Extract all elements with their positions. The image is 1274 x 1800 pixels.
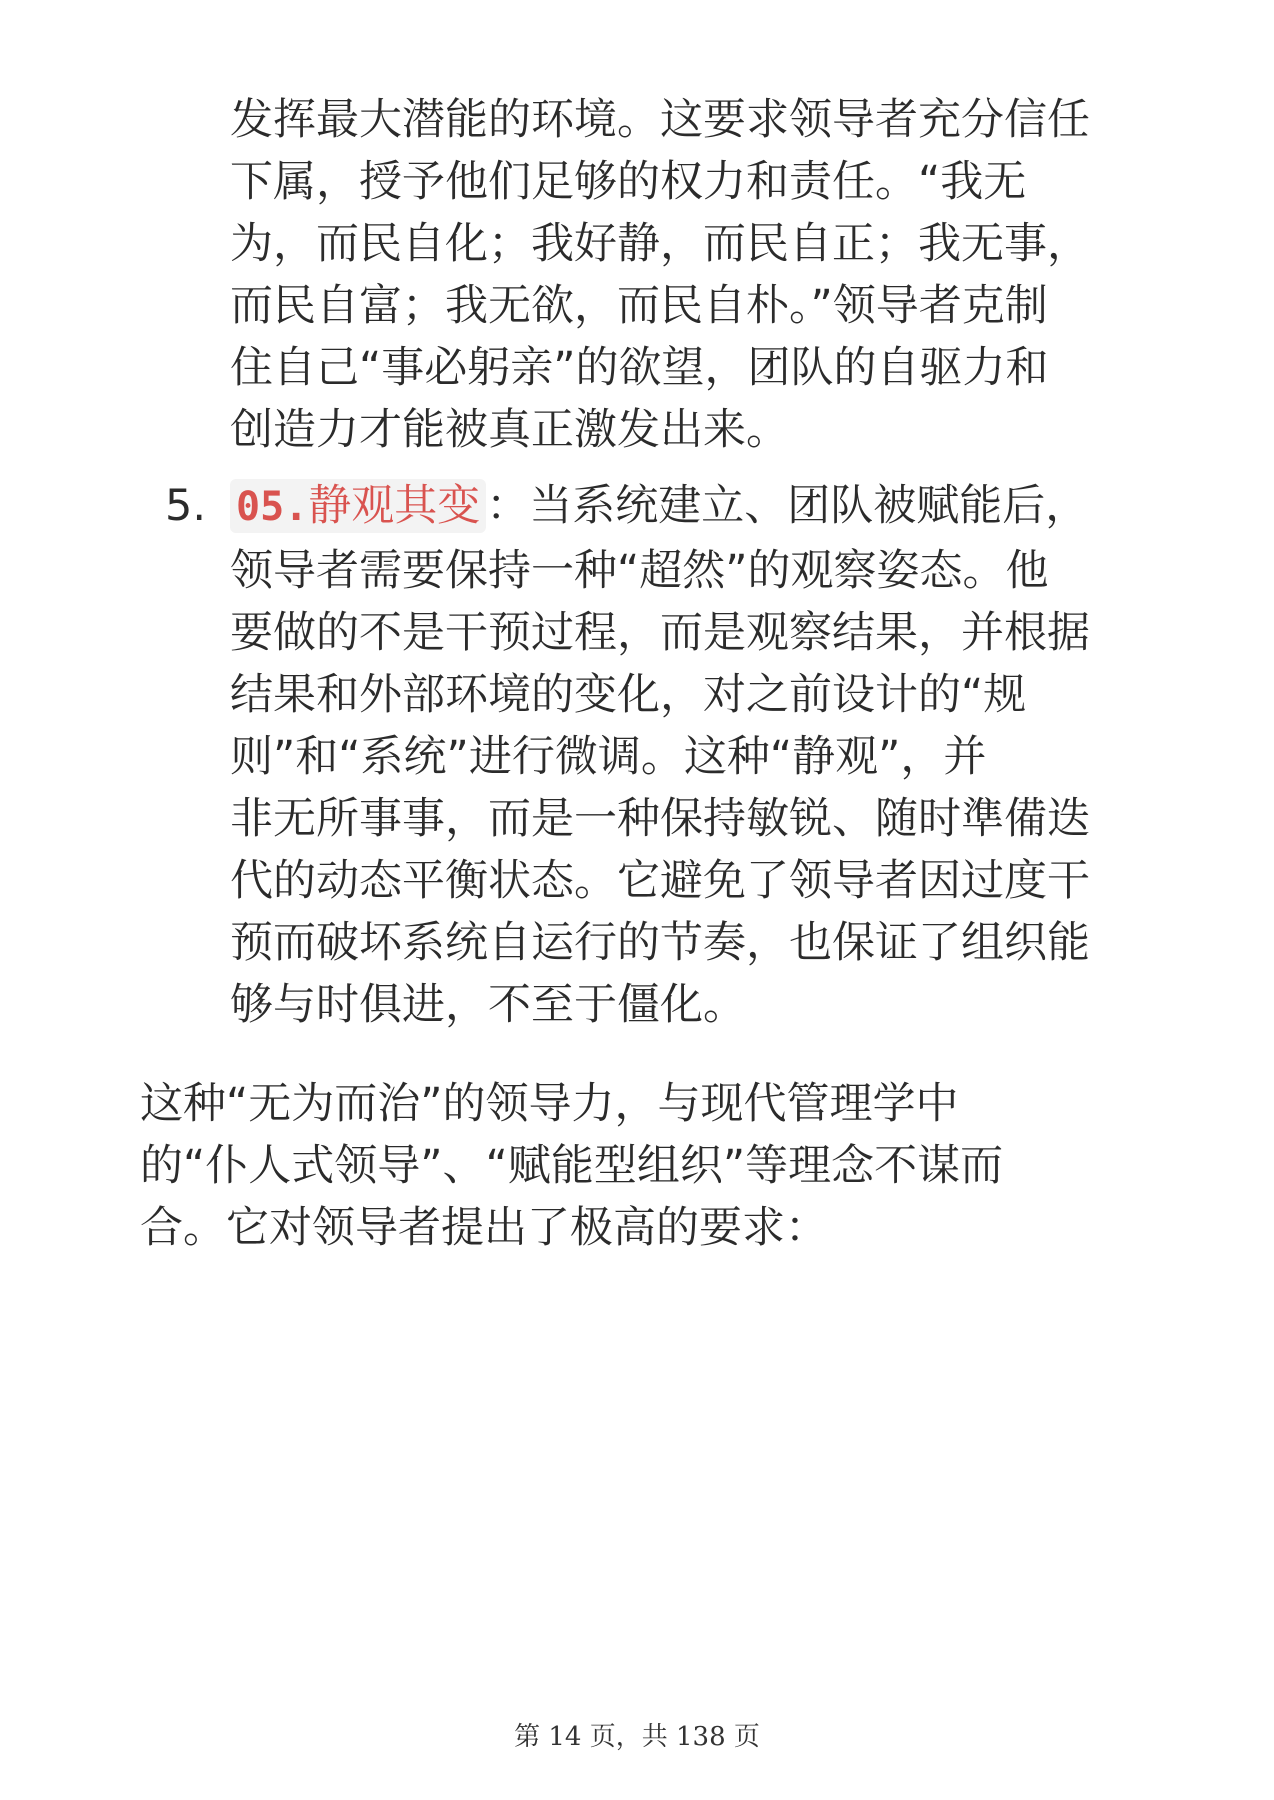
text-line: 结果和外部环境的变化，对之前设计的“规	[230, 670, 1027, 720]
highlighted-heading	[230, 479, 486, 533]
text-line: 住自己“事必躬亲”的欲望，团队的自驱力和	[230, 343, 1049, 393]
list-item-first-line	[230, 480, 1088, 533]
text-line: 的“仆人式领导”、“赋能型组织”等理念不谋而	[140, 1141, 1004, 1191]
first-line-rest: ：当系统建立、团队被赋能后，	[486, 481, 1089, 531]
text-line: 这种“无为而治”的领导力，与现代管理学中	[140, 1079, 959, 1129]
text-line: 代的动态平衡状态。它避免了领导者因过度干	[230, 856, 1090, 906]
highlight-title: 静观其变	[308, 481, 481, 531]
text-line: 领导者需要保持一种“超然”的观察姿态。他	[230, 546, 1049, 596]
text-line: 非无所事事，而是一种保持敏锐、随时準備迭	[230, 794, 1090, 844]
page-footer: 第 14 页，共 138 页	[514, 1722, 760, 1752]
text-line: 够与时俱进，不至于僵化。	[230, 980, 746, 1030]
highlight-code: 05.	[236, 484, 309, 530]
text-line: 创造力才能被真正激发出来。	[230, 405, 789, 455]
text-line: 发挥最大潜能的环境。这要求领导者充分信任	[230, 95, 1090, 145]
text-line: 为，而民自化；我好静，而民自正；我无事，	[230, 219, 1090, 269]
text-line: 而民自富；我无欲，而民自朴。”领导者克制	[230, 281, 1048, 331]
text-line: 则”和“系统”进行微调。这种“静观”，并	[230, 732, 987, 782]
list-number: 5.	[165, 481, 207, 531]
text-line: 下属，授予他们足够的权力和责任。“我无	[230, 157, 1027, 207]
text-line: 预而破坏系统自运行的节奏，也保证了组织能	[230, 918, 1090, 968]
text-line: 合。它对领导者提出了极高的要求：	[140, 1203, 828, 1253]
text-line: 要做的不是干预过程，而是观察结果，并根据	[230, 608, 1090, 658]
